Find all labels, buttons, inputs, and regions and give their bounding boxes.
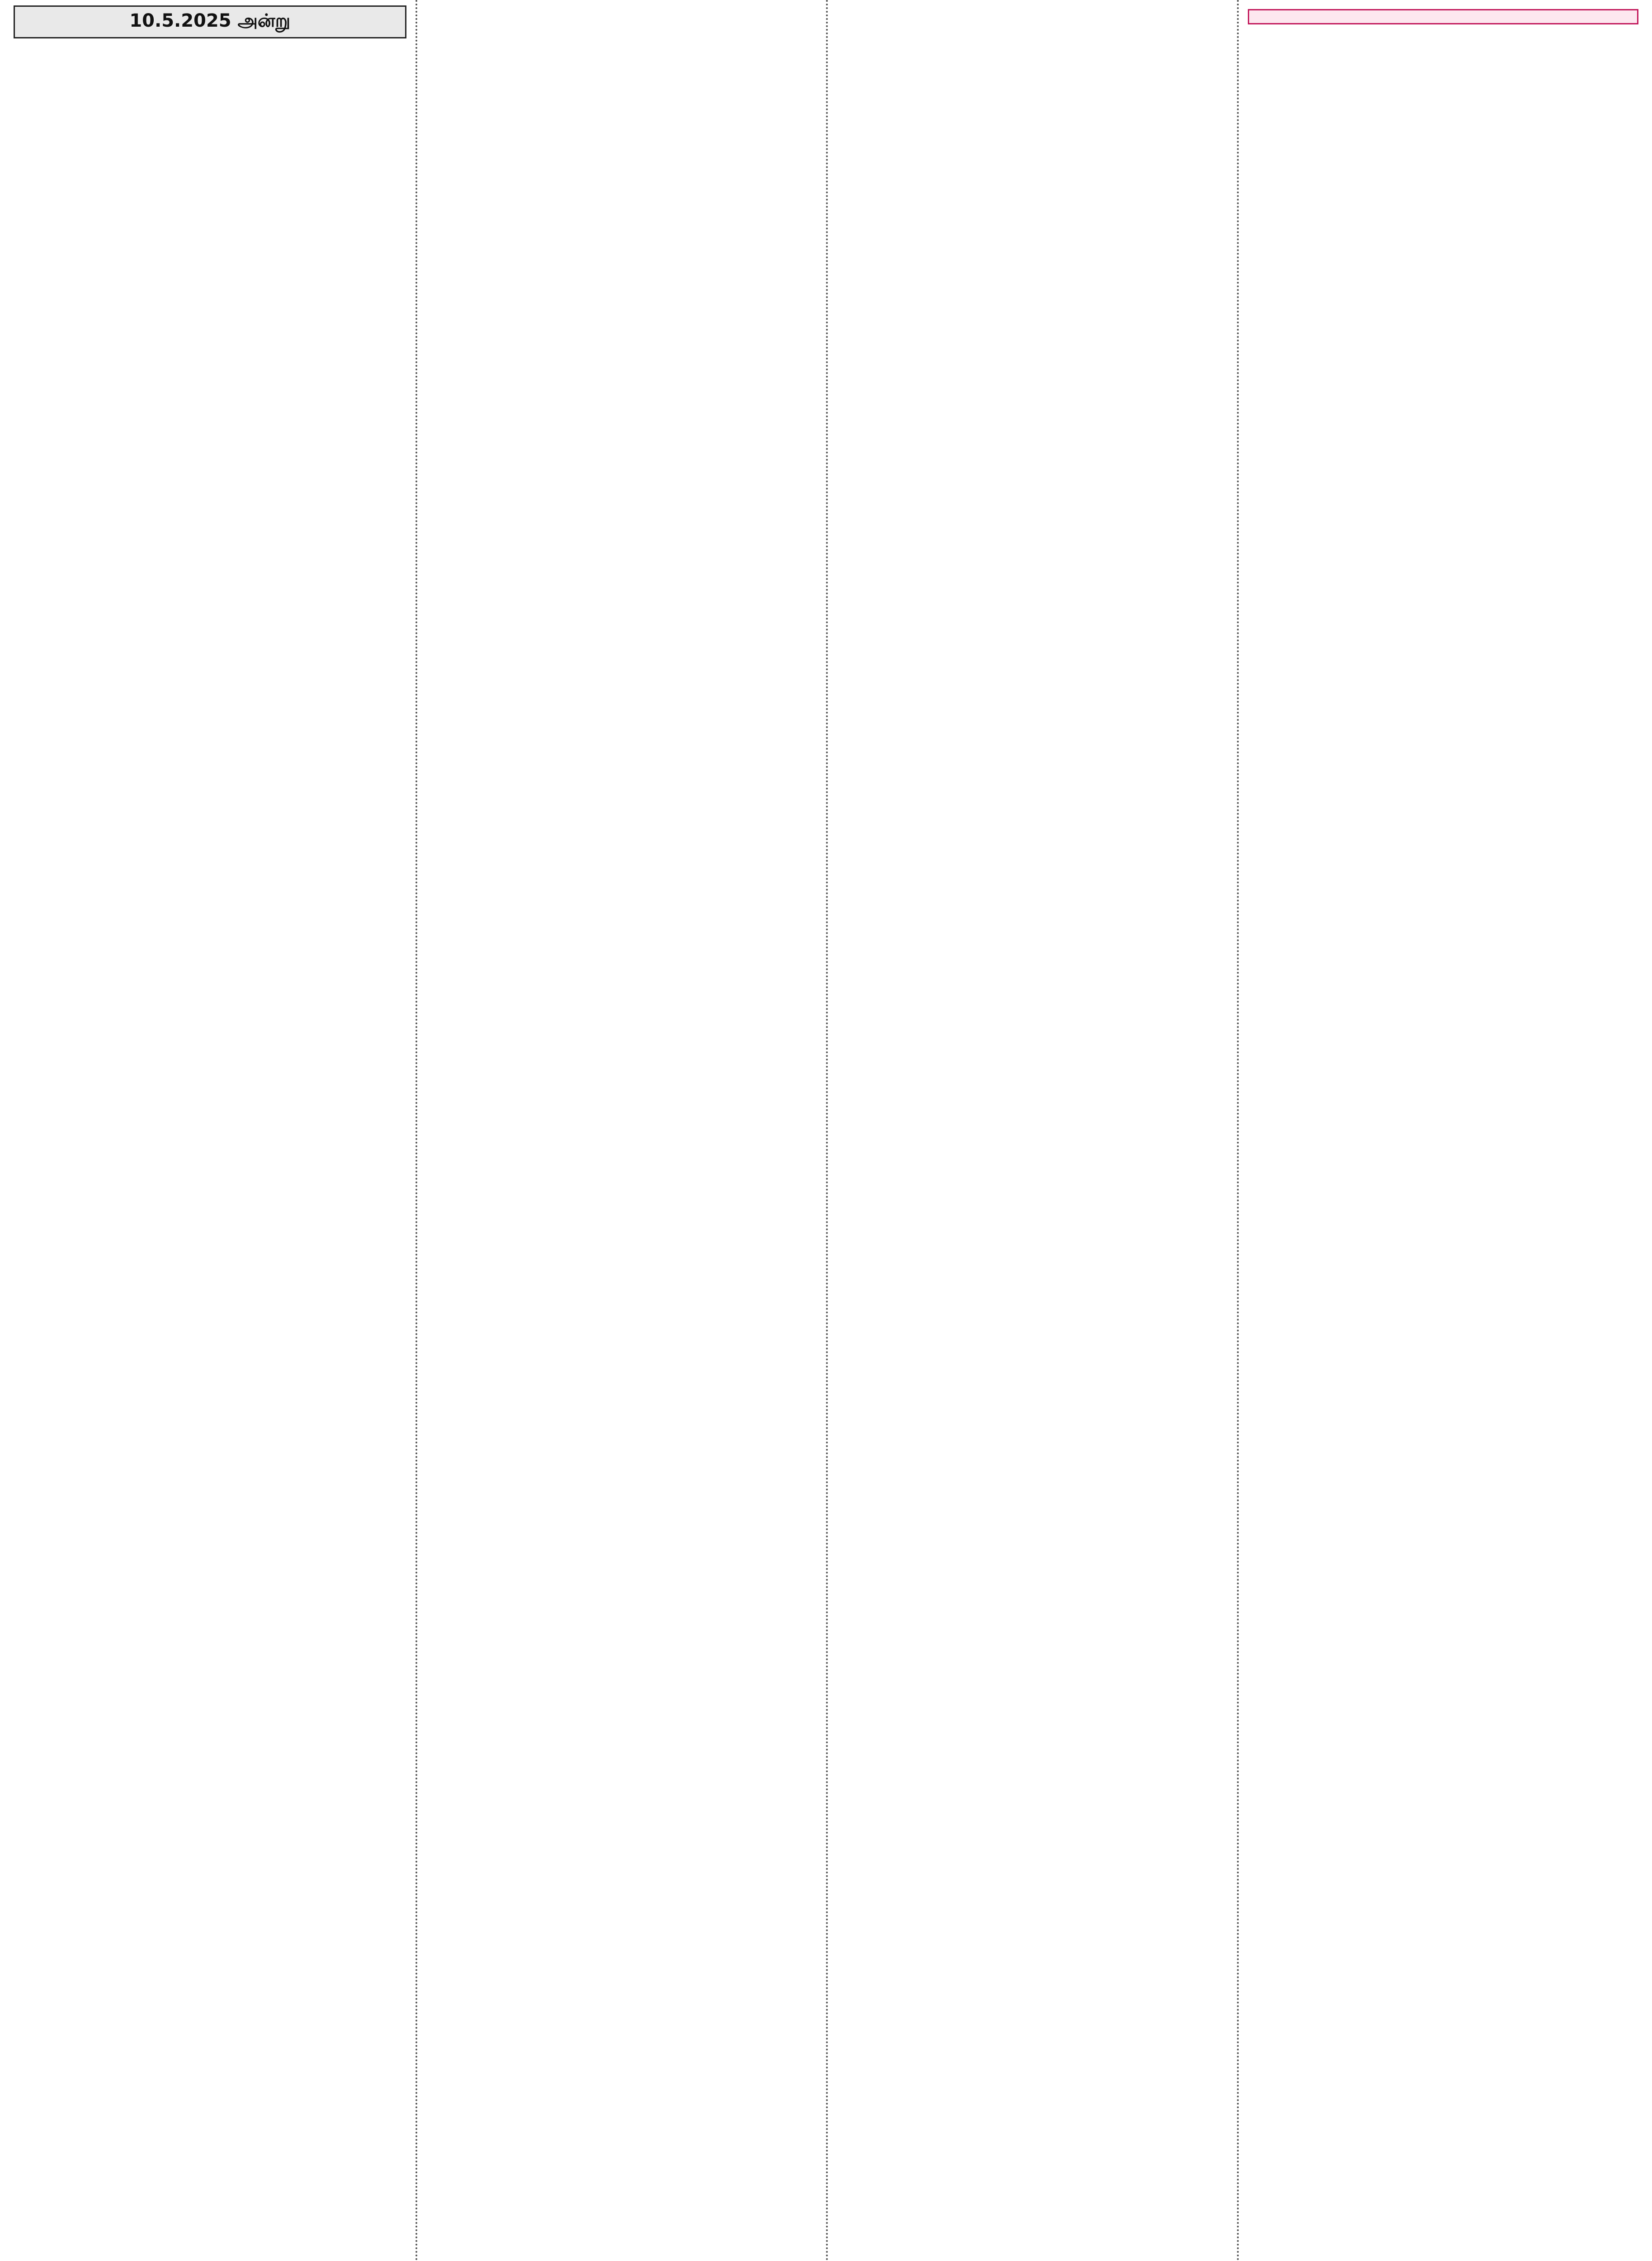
column-4 — [1237, 0, 1648, 2261]
continuation-notice — [1248, 9, 1639, 24]
column-3 — [826, 0, 1237, 2261]
date-notice-box — [14, 5, 406, 38]
column-2 — [415, 0, 826, 2261]
notice-date: 10.5.2025 அன்று — [129, 10, 291, 31]
column-1 — [5, 0, 415, 2261]
